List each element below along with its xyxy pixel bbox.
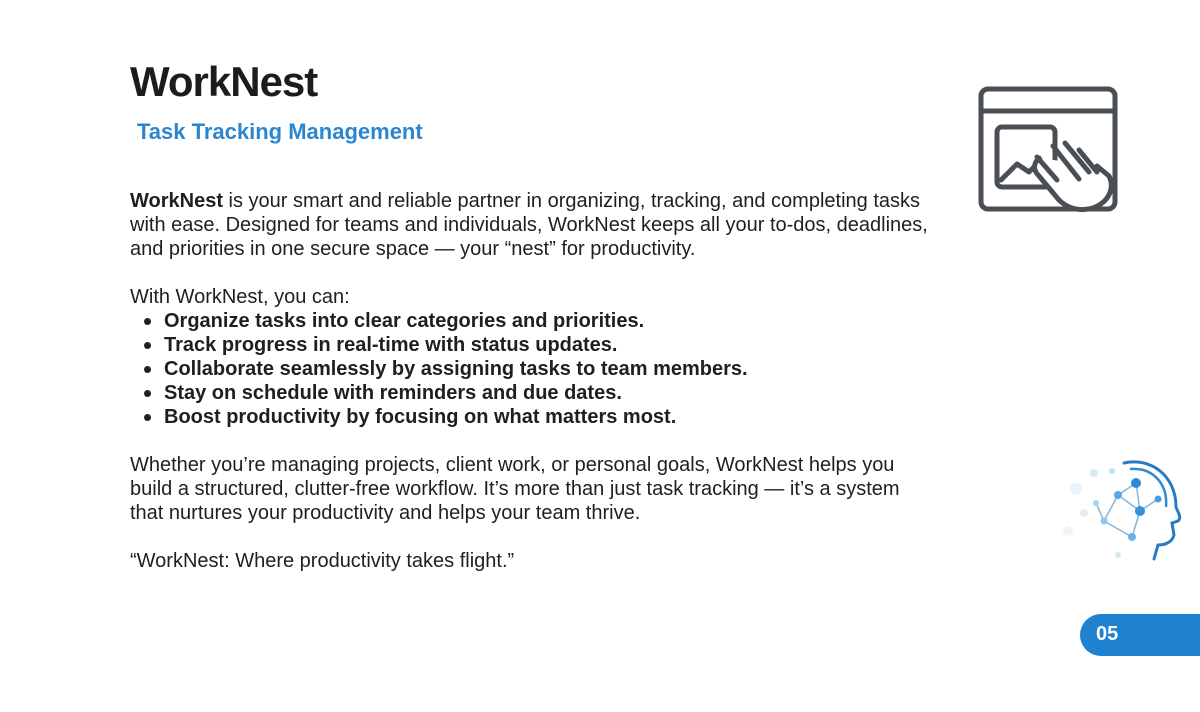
feature-item: Collaborate seamlessly by assigning tasks to team members.	[164, 357, 930, 381]
ai-head-icon	[1058, 455, 1183, 575]
closing-paragraph: Whether you’re managing projects, client work, or personal goals, WorkNest helps you build a structured, clutter-free workflow. It’s more than just task tracking — it’s a system that nurtures your productivity and helps your team thrive.	[130, 454, 900, 524]
list-intro: With WorkNest, you can:	[130, 286, 350, 308]
intro-brand: WorkNest	[130, 190, 223, 212]
intro-paragraph	[130, 189, 930, 261]
main-content	[130, 189, 930, 573]
tagline: “WorkNest: Where productivity takes flight.”	[130, 550, 515, 572]
feature-item: Organize tasks into clear categories and priorities.	[164, 309, 930, 333]
browser-touch-icon	[975, 84, 1120, 220]
feature-list	[130, 309, 930, 429]
feature-item: Track progress in real-time with status updates.	[164, 333, 930, 357]
feature-item: Stay on schedule with reminders and due dates.	[164, 381, 930, 405]
page-number: 05	[1096, 623, 1119, 645]
page-title: WorkNest	[130, 58, 318, 105]
intro-text: is your smart and reliable partner in organizing, tracking, and completing tasks with ease. Designed for teams and individuals, WorkNest keeps all your to-dos, deadlines, and priorities in one secure space — your “nest” for productivity.	[130, 190, 928, 260]
page-subtitle: Task Tracking Management	[137, 119, 423, 144]
page-number-badge	[1080, 614, 1200, 656]
feature-item: Boost productivity by focusing on what matters most.	[164, 405, 930, 429]
